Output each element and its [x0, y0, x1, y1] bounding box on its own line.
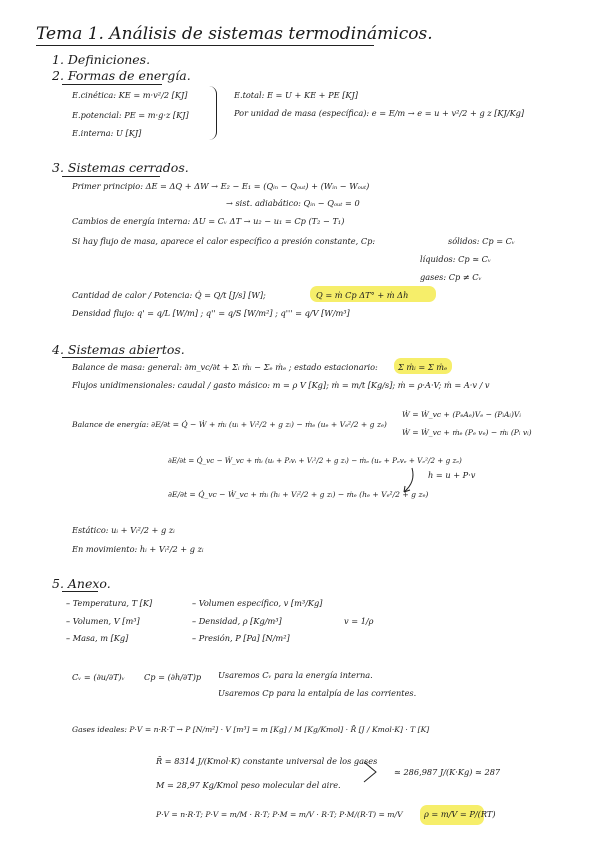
specific-gas-constant: ≃ 286,987 J/(K·Kg) ≃ 287: [394, 767, 501, 777]
heading-underline: [62, 176, 160, 177]
energy-balance: Balance de energía: ∂E/∂t = Q̇ − Ẇ + ṁᵢ (uᵢ + Vᵢ²/2 + g zᵢ) − ṁₑ (uₑ + Vₑ²/2 + g zₑ): [72, 420, 387, 429]
cp-usage: Usaremos Cp para la entalpía de las corrientes.: [218, 688, 417, 698]
universal-gas-constant: R̄ = 8314 J/(Kmol·K) constante universal de los gases: [156, 756, 378, 766]
work-definition-1: Ẇ = Ẇ_vc + (PₑAₑ)Vₑ − (PᵢAᵢ)Vᵢ: [402, 410, 521, 419]
heading-underline: [62, 591, 98, 592]
brace-icon: [208, 86, 217, 140]
heat-quantity: Cantidad de calor / Potencia: Q̇ = Q/t [J/s] [W];: [72, 290, 266, 300]
ideal-gas-forms: P·V = n·R·T; P·V = m/M · R·T; P·M = m/V · R·T; P·M/(R·T) = m/V: [156, 810, 403, 819]
cp-liquids: líquidos: Cp ≃ Cᵥ: [420, 254, 491, 264]
enthalpy-def: h = u + P·v: [428, 470, 476, 480]
static-case: Estático: uᵢ + Vᵢ²/2 + g zᵢ: [72, 525, 175, 535]
annex-specific-volume: – Volumen específico, v [m³/Kg]: [192, 598, 323, 608]
ideal-gas-law: Gases ideales: P·V = n·R·T → P [N/m²] · V [m³] = m [Kg] / M [Kg/Kmol] · R̄ [J / Kmol·K] · T [K]: [72, 725, 430, 734]
annex-mass: – Masa, m [Kg]: [66, 633, 129, 643]
kinetic-energy: E.cinética: KE = m·v²/2 [KJ]: [72, 90, 188, 100]
potential-energy: E.potencial: PE = m·g·z [KJ]: [72, 110, 189, 120]
cp-gases: gases: Cp ≠ Cᵥ: [420, 272, 482, 282]
annex-v-relation: v = 1/ρ: [344, 616, 374, 626]
section-definitions: 1. Definiciones.: [52, 52, 151, 67]
section-energy-forms: 2. Formas de energía.: [52, 68, 191, 83]
energy-balance-3: ∂E/∂t = Q̇_vc − Ẇ_vc + ṁᵢ (hᵢ + Vᵢ²/2 + g zᵢ) − ṁₑ (hₑ + Vₑ²/2 + g zₑ): [168, 490, 429, 499]
flux-density: Densidad flujo: q' = q/L [W/m] ; q'' = q/S [W/m²] ; q''' = q/V [W/m³]: [72, 308, 350, 318]
energy-balance-2: ∂E/∂t = Q̇_vc − Ẇ_vc + ṁᵢ (uᵢ + Pᵢvᵢ + Vᵢ²/2 + g zᵢ) − ṁₑ (uₑ + Pₑvₑ + Vₑ²/2 + g zₑ): [168, 456, 462, 465]
adiabatic-system: → sist. adiabático: Qᵢₙ − Qₒᵤₜ = 0: [226, 198, 360, 208]
annex-density: – Densidad, ρ [Kg/m³]: [192, 616, 282, 626]
air-molecular-weight: M = 28,97 Kg/Kmol peso molecular del aire.: [156, 780, 341, 790]
unidimensional-flows: Flujos unidimensionales: caudal / gasto másico: m = ρ V [Kg]; ṁ = m/t [Kg/s]; ṁ = ρ·A·V; ṁ = A·v / v: [72, 380, 490, 390]
page-title: Tema 1. Análisis de sistemas termodinámicos.: [36, 24, 433, 44]
total-energy: E.total: E = U + KE + PE [KJ]: [234, 90, 358, 100]
internal-energy-change: Cambios de energía interna: ΔU = Cᵥ ΔT → u₂ − u₁ = Cp (T₂ − T₁): [72, 216, 345, 226]
heading-underline: [62, 84, 162, 85]
heat-equation: Q = ṁ Cp ΔT° + ṁ Δh: [316, 290, 409, 300]
density-equation: ρ = m/V = P/(RT): [424, 809, 496, 819]
cp-solids: sólidos: Cp = Cᵥ: [448, 236, 515, 246]
annex-pressure: – Presión, P [Pa] [N/m²]: [192, 633, 290, 643]
mass-balance: Balance de masa: general: ∂m_vc/∂t + Σᵢ ṁᵢ − Σₑ ṁₑ ; estado estacionario:: [72, 362, 378, 372]
cv-usage: Usaremos Cᵥ para la energía interna.: [218, 670, 373, 680]
cp-definition: Cp = (∂h/∂T)p: [144, 672, 202, 682]
internal-energy: E.interna: U [KJ]: [72, 128, 142, 138]
title-underline: [36, 45, 374, 46]
section-open-systems: 4. Sistemas abiertos.: [52, 342, 185, 357]
section-closed-systems: 3. Sistemas cerrados.: [52, 160, 189, 175]
first-law: Primer principio: ΔE = ΔQ + ΔW → E₂ − E₁ = (Qᵢₙ − Qₒᵤₜ) + (Wᵢₙ − Wₒᵤₜ): [72, 181, 370, 191]
annex-temperature: – Temperatura, T [K]: [66, 598, 153, 608]
steady-state: Σ ṁᵢ = Σ ṁₑ: [398, 362, 448, 372]
arrow-icon: [362, 760, 392, 784]
heading-underline: [62, 357, 158, 358]
specific-energy: Por unidad de masa (específica): e = E/m → e = u + v²/2 + g z [KJ/Kg]: [234, 108, 525, 118]
mass-flow-note: Si hay flujo de masa, aparece el calor específico a presión constante, Cp:: [72, 236, 376, 246]
work-definition-2: Ẇ = Ẇ_vc + ṁₑ (Pₑ vₑ) − ṁᵢ (Pᵢ vᵢ): [402, 428, 532, 437]
moving-case: En movimiento: hᵢ + Vᵢ²/2 + g zᵢ: [72, 544, 204, 554]
cv-definition: Cᵥ = (∂u/∂T)ᵥ: [72, 672, 125, 682]
annex-volume: – Volumen, V [m³]: [66, 616, 140, 626]
section-annex: 5. Anexo.: [52, 576, 111, 591]
